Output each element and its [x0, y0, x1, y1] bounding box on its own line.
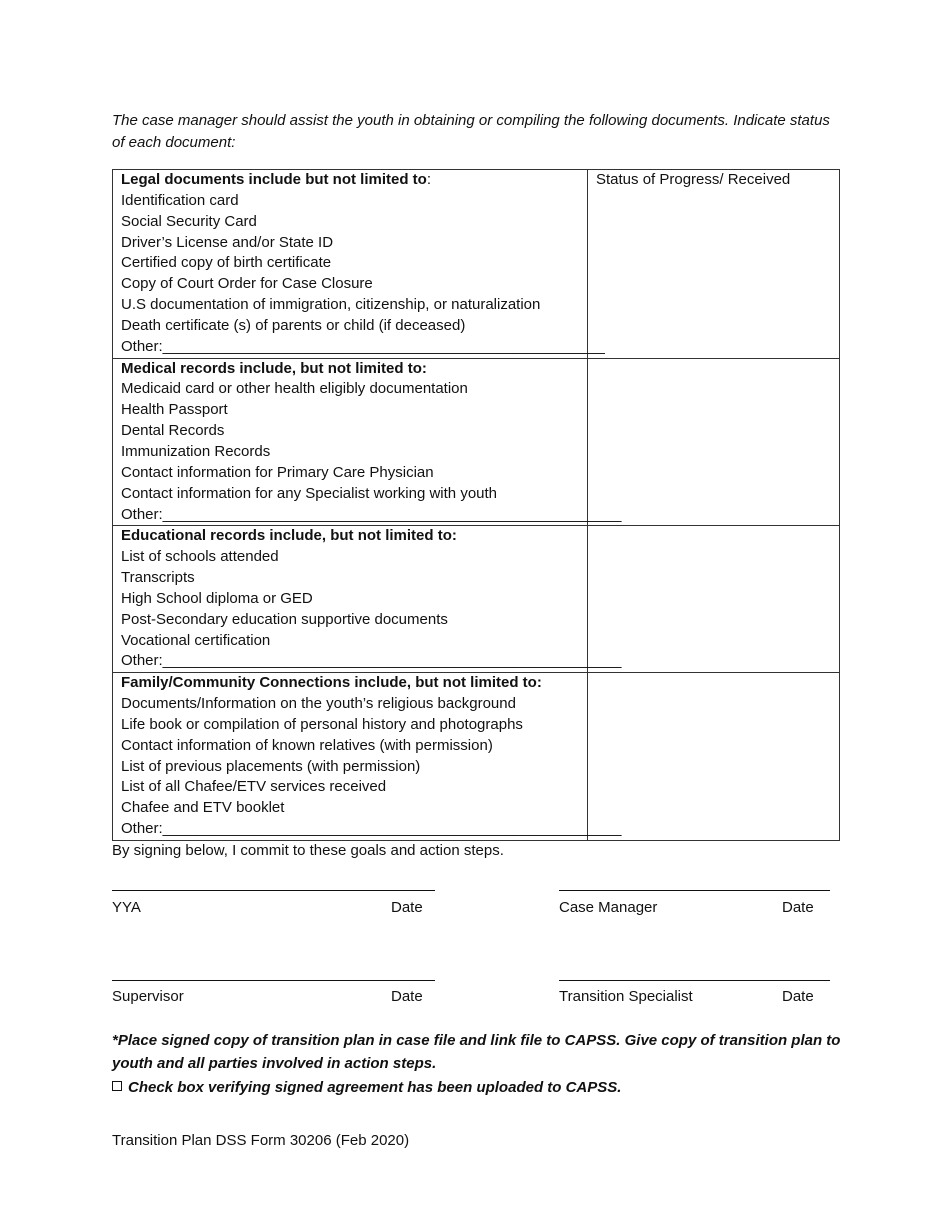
date-label: Date: [391, 899, 423, 916]
list-item: Contact information for any Specialist working with youth: [121, 484, 498, 502]
yya-signature-line[interactable]: [112, 890, 435, 891]
upload-verification-row: [112, 1077, 621, 1099]
list-item: Contact information for Primary Care Physician: [121, 463, 434, 481]
list-item: Immunization Records: [121, 442, 271, 460]
section-heading: Family/Community Connections include, but not limited to:: [121, 674, 542, 692]
educational-records-cell: [113, 526, 622, 673]
list-item: U.S documentation of immigration, citizenship, or naturalization: [121, 296, 541, 314]
table-row: [113, 358, 840, 526]
list-item: Death certificate (s) of parents or child (if deceased): [121, 316, 466, 334]
other-field[interactable]: Other:_______________________________________________________: [121, 652, 622, 670]
other-field[interactable]: Other:_______________________________________________________: [121, 820, 622, 838]
list-item: Certified copy of birth certificate: [121, 254, 332, 272]
intro-instructions: The case manager should assist the youth in obtaining or compiling the following documents. Indicate status of each document:: [112, 112, 830, 151]
list-item: High School diploma or GED: [121, 589, 313, 607]
commit-statement: By signing below, I commit to these goals and action steps.: [112, 842, 504, 859]
other-field[interactable]: Other:_______________________________________________________: [121, 505, 622, 523]
table-row: [113, 170, 840, 359]
date-label: Date: [391, 988, 423, 1005]
section-heading: Legal documents include but not limited to:: [121, 171, 432, 188]
list-item: Contact information of known relatives (with permission): [121, 736, 493, 754]
case-manager-label: Case Manager: [559, 899, 658, 916]
date-label: Date: [782, 899, 814, 916]
list-item: List of schools attended: [121, 548, 279, 566]
list-item: Driver’s License and/or State ID: [121, 233, 334, 251]
list-item: Health Passport: [121, 401, 228, 419]
list-item: Social Security Card: [121, 212, 257, 230]
status-cell[interactable]: [588, 526, 840, 673]
transition-specialist-signature-line[interactable]: [559, 980, 830, 981]
table-row: [113, 673, 840, 841]
form-footer: Transition Plan DSS Form 30206 (Feb 2020): [112, 1132, 410, 1149]
yya-label: YYA: [112, 899, 141, 916]
other-field[interactable]: Other:_____________________________________________________: [121, 337, 605, 355]
list-item: Transcripts: [121, 569, 195, 587]
list-item: List of all Chafee/ETV services received: [121, 778, 387, 796]
section-heading: Educational records include, but not limited to:: [121, 527, 457, 545]
list-item: Chafee and ETV booklet: [121, 799, 285, 817]
supervisor-signature-line[interactable]: [112, 980, 435, 981]
list-item: Medicaid card or other health eligibly documentation: [121, 380, 468, 398]
list-item: Identification card: [121, 191, 239, 209]
transition-specialist-label: Transition Specialist: [559, 988, 693, 1005]
status-cell[interactable]: [588, 358, 840, 526]
status-cell[interactable]: [588, 673, 840, 841]
medical-records-cell: [113, 358, 622, 526]
family-connections-cell: [113, 673, 622, 841]
case-manager-signature-line[interactable]: [559, 890, 830, 891]
section-heading: Medical records include, but not limited to:: [121, 359, 427, 377]
list-item: Life book or compilation of personal history and photographs: [121, 715, 523, 733]
list-item: Post-Secondary education supportive documents: [121, 610, 448, 628]
documents-table: [112, 169, 840, 841]
list-item: List of previous placements (with permission): [121, 757, 421, 775]
filing-instructions-note: *Place signed copy of transition plan in case file and link file to CAPSS. Give copy of transition plan to youth and all parties involved in action steps.: [112, 1032, 841, 1072]
checkbox-label: Check box verifying signed agreement has been uploaded to CAPSS.: [128, 1079, 622, 1096]
table-row: [113, 526, 840, 673]
status-cell[interactable]: [588, 170, 840, 359]
list-item: Vocational certification: [121, 631, 271, 649]
status-header: Status of Progress/ Received: [596, 171, 791, 188]
upload-verification-checkbox[interactable]: [112, 1081, 122, 1091]
supervisor-label: Supervisor: [112, 988, 184, 1005]
list-item: Copy of Court Order for Case Closure: [121, 275, 373, 293]
list-item: Dental Records: [121, 422, 225, 440]
legal-documents-cell: [113, 170, 605, 359]
date-label: Date: [782, 988, 814, 1005]
list-item: Documents/Information on the youth’s religious background: [121, 695, 516, 713]
